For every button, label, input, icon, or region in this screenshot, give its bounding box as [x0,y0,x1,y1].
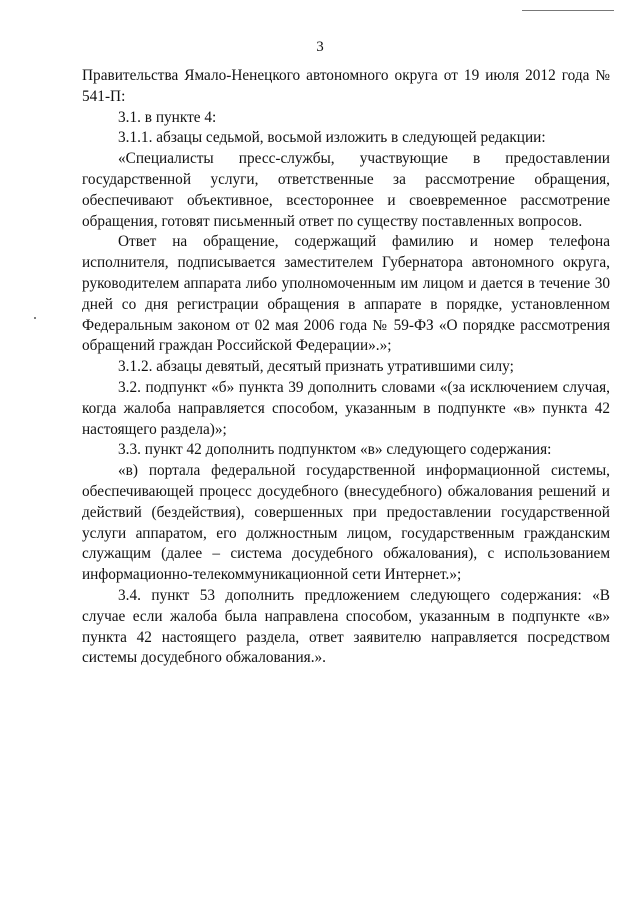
paragraph-3-1-1: 3.1.1. абзацы седьмой, восьмой изложить в следующей редакции: [118,129,546,147]
paragraph-3-4: 3.4. пункт 53 дополнить предложением следующего содержания: «В случае если жалоба была направлена способом, указанным в подпункте «в» пункта 42 настоящего раздела, ответ заявителю направляется посредством системы досудебного обжалования.». [82,586,610,667]
paragraph-3-2: 3.2. подпункт «б» пункта 39 дополнить словами «(за исключением случая, когда жалоба направляется способом, указанным в подпункте «в» пункта 42 настоящего раздела)»; [82,378,610,438]
paragraph-portal: «в) портала федеральной государственной информационной системы, обеспечивающей процесс досудебного (внесудебного) обжалования решений и действий (бездействия), совершенных при предоставлении государственной услуги аппаратом, его должностным лицом, государственным гражданским служащим (далее – система досудебного обжалования), с использованием информационно-телекоммуникационной сети Интернет.»; [82,462,610,584]
paragraph-response: Ответ на обращение, содержащий фамилию и номер телефона исполнителя, подписывается заместителем Губернатора автономного округа, руководителем аппарата либо уполномоченным им лицом и дается в течение 30 дней со дня регистрации обращения в аппарате в порядке, установленном Федеральным законом от 02 мая 2006 года № 59-ФЗ «О порядке рассмотрения обращений граждан Российской Федерации».»; [82,233,610,355]
scan-artifact-dot [34,317,36,319]
paragraph-3-1-2: 3.1.2. абзацы девятый, десятый признать утратившими силу; [118,358,514,376]
page-number: 3 [316,39,324,55]
paragraph-continuation: Правительства Ямало-Ненецкого автономного округа от 19 июля 2012 года № 541-П: [82,67,610,105]
document-body [82,66,610,669]
paragraph-3-3: 3.3. пункт 42 дополнить подпунктом «в» следующего содержания: [118,441,552,459]
paragraph-3-1: 3.1. в пункте 4: [118,108,217,126]
scan-artifact-line [522,10,614,11]
paragraph-specialists: «Специалисты пресс-службы, участвующие в предоставлении государственной услуги, ответственные за рассмотрение обращения, обеспечивают объективное, всестороннее и своевременное рассмотрение обращения, готовят письменный ответ по существу поставленных вопросов. [82,150,610,230]
